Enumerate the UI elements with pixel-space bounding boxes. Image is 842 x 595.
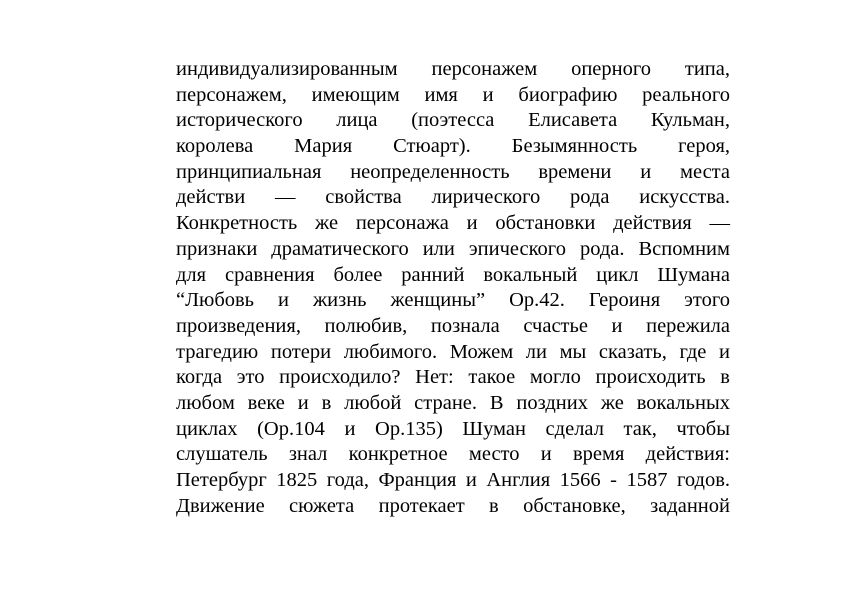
text-line-10: “Любовь и жизнь женщины” Ор.42. Героиня этого [176,289,730,312]
text-line-15: циклах (Ор.104 и Ор.135) Шуман сделал так, чтобы [176,417,730,440]
text-line-5: принципиальная неопределенность времени и места [176,160,730,183]
text-line-18: Движение сюжета протекает в обстановке, заданной [176,494,730,517]
text-line-7: Конкретность же персонажа и обстановки действия — [176,212,730,235]
text-line-1: индивидуализированным персонажем оперного типа, [176,58,730,80]
body-text [176,57,730,519]
text-line-9: для сравнения более ранний вокальный цикл Шумана [176,263,730,286]
text-line-12: трагедию потери любимого. Можем ли мы сказать, где и [176,340,730,363]
text-line-11: произведения, полюбив, познала счастье и пережила [176,314,730,337]
text-line-6: действи — свойства лирического рода искусства. [176,186,730,209]
text-line-3: исторического лица (поэтесса Елисавета Кульман, [176,109,730,132]
text-line-16: слушатель знал конкретное место и время действия: [176,443,730,466]
text-line-4: королева Мария Стюарт). Безымянность героя, [176,135,730,158]
text-line-2: персонажем, имеющим имя и биографию реального [176,83,730,106]
text-line-14: любом веке и в любой стране. В поздних же вокальных [176,391,730,414]
text-line-13: когда это происходило? Нет: такое могло происходить в [176,366,730,389]
text-line-8: признаки драматического или эпического рода. Вспомним [176,237,730,260]
text-line-17: Петербург 1825 года, Франция и Англия 1566 - 1587 годов. [176,469,730,491]
